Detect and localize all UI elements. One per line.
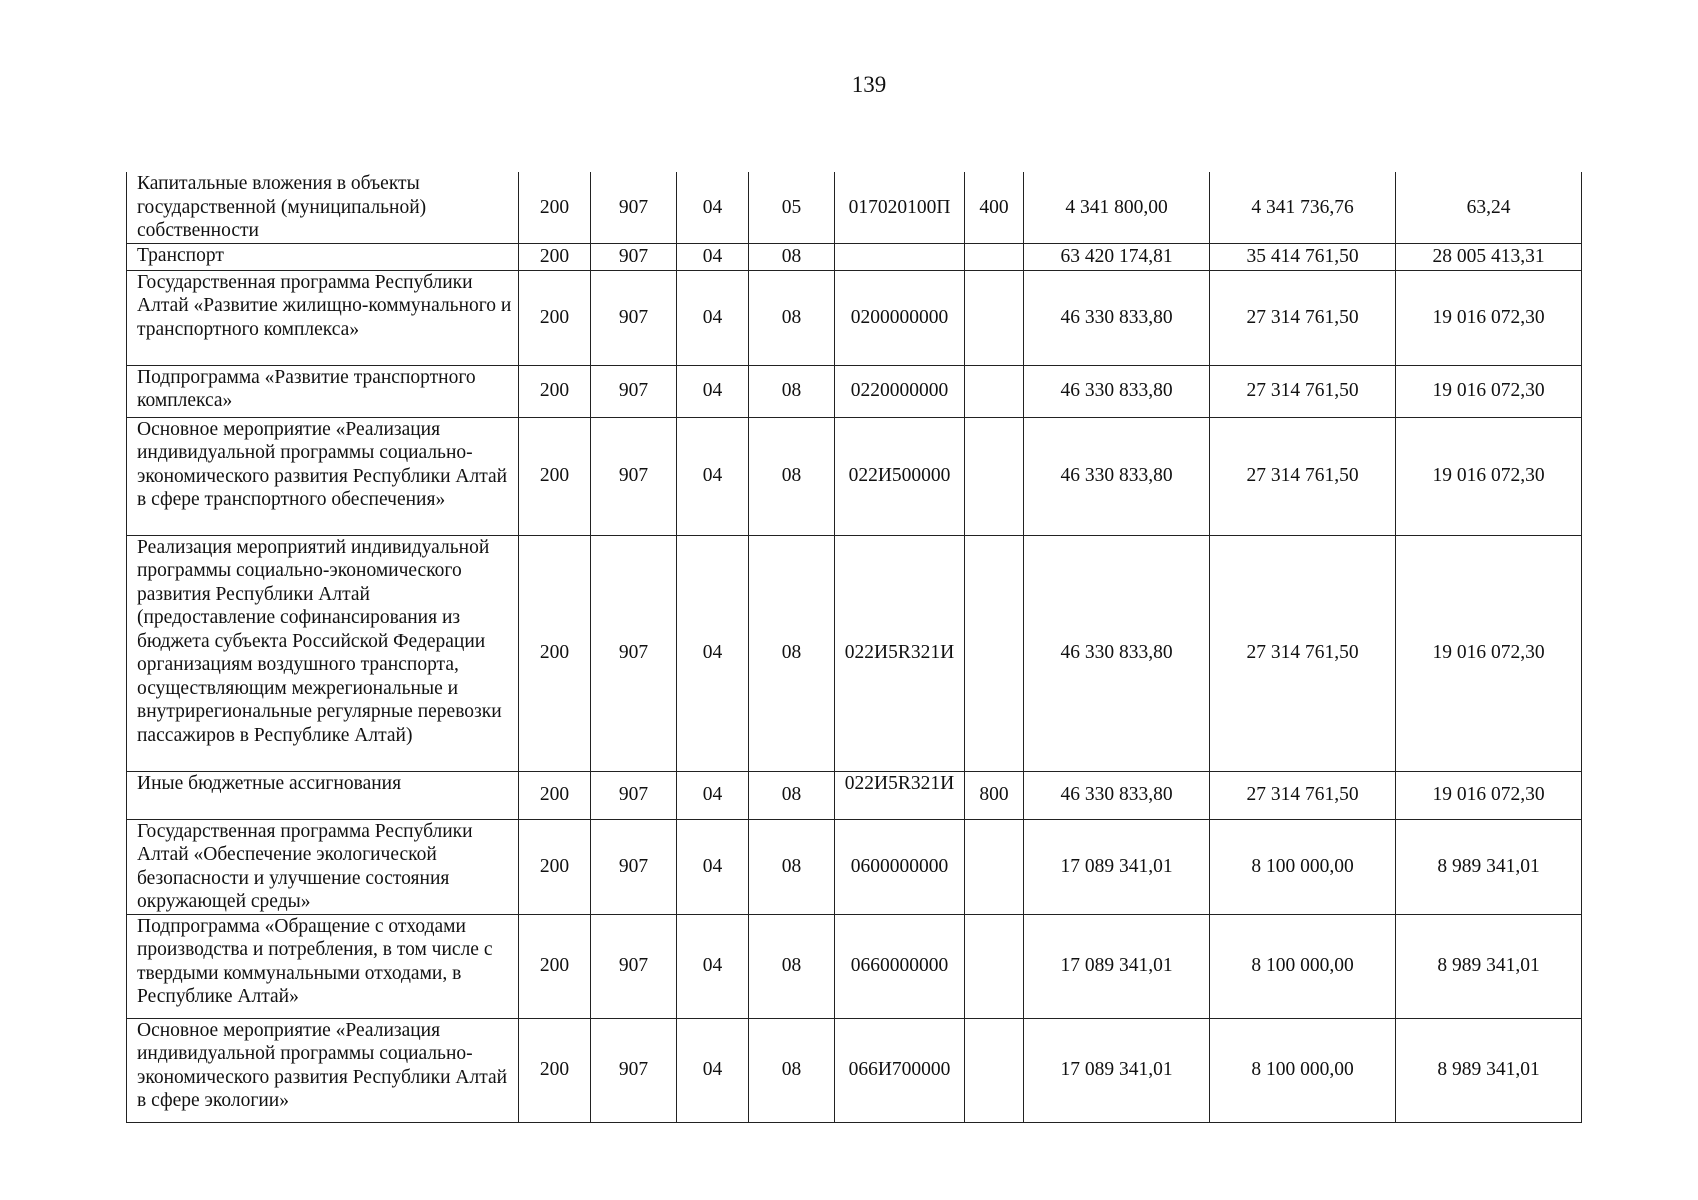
code-cell [965, 243, 1024, 270]
code-cell: 08 [749, 914, 835, 1018]
code-cell: 08 [749, 1018, 835, 1122]
code-cell: 200 [519, 819, 591, 914]
code-cell: 907 [591, 1018, 677, 1122]
code-cell [965, 417, 1024, 535]
amount-cell: 19 016 072,30 [1396, 270, 1582, 365]
code-cell: 907 [591, 270, 677, 365]
code-cell: 04 [677, 365, 749, 417]
amount-cell: 17 089 341,01 [1024, 914, 1210, 1018]
code-cell: 08 [749, 417, 835, 535]
code-cell: 200 [519, 417, 591, 535]
amount-cell: 8 100 000,00 [1210, 1018, 1396, 1122]
table-row [127, 1018, 1582, 1122]
amount-cell: 19 016 072,30 [1396, 417, 1582, 535]
row-name: Реализация мероприятий индивидуальной программы социально-экономического развития Республики Алтай (предоставление софинансирования из бюджета субъекта Российской Федерации организациям воздушного транспорта, осуществляющим межрегиональные и внутрирегиональные регулярные перевозки пассажиров в Республике Алтай) [127, 535, 519, 771]
code-cell: 0220000000 [835, 365, 965, 417]
amount-cell: 63,24 [1396, 172, 1582, 243]
amount-cell: 27 314 761,50 [1210, 365, 1396, 417]
code-cell: 400 [965, 172, 1024, 243]
table-row [127, 365, 1582, 417]
code-cell: 08 [749, 535, 835, 771]
code-cell: 200 [519, 1018, 591, 1122]
code-cell: 200 [519, 172, 591, 243]
code-cell: 08 [749, 819, 835, 914]
table-row [127, 417, 1582, 535]
amount-cell: 4 341 736,76 [1210, 172, 1396, 243]
row-name: Государственная программа Республики Алтай «Развитие жилищно-коммунального и транспортного комплекса» [127, 270, 519, 365]
amount-cell: 19 016 072,30 [1396, 535, 1582, 771]
code-cell: 907 [591, 535, 677, 771]
code-cell: 907 [591, 172, 677, 243]
code-cell: 022И5R321И [835, 771, 965, 819]
code-cell: 907 [591, 417, 677, 535]
row-name: Государственная программа Республики Алтай «Обеспечение экологической безопасности и улучшение состояния окружающей среды» [127, 819, 519, 914]
amount-cell: 19 016 072,30 [1396, 365, 1582, 417]
code-cell: 200 [519, 535, 591, 771]
code-cell [965, 914, 1024, 1018]
amount-cell: 8 100 000,00 [1210, 819, 1396, 914]
code-cell: 04 [677, 417, 749, 535]
amount-cell: 8 989 341,01 [1396, 1018, 1582, 1122]
code-cell [965, 365, 1024, 417]
amount-cell: 28 005 413,31 [1396, 243, 1582, 270]
table-row [127, 771, 1582, 819]
code-cell [965, 819, 1024, 914]
code-cell: 08 [749, 365, 835, 417]
code-cell: 907 [591, 243, 677, 270]
amount-cell: 46 330 833,80 [1024, 270, 1210, 365]
amount-cell: 17 089 341,01 [1024, 819, 1210, 914]
code-cell: 04 [677, 819, 749, 914]
code-cell: 04 [677, 535, 749, 771]
table-row [127, 270, 1582, 365]
amount-cell: 46 330 833,80 [1024, 365, 1210, 417]
row-name: Транспорт [127, 243, 519, 270]
code-cell: 04 [677, 1018, 749, 1122]
code-cell: 907 [591, 914, 677, 1018]
amount-cell: 27 314 761,50 [1210, 535, 1396, 771]
code-cell: 907 [591, 771, 677, 819]
code-cell: 04 [677, 914, 749, 1018]
table-row [127, 914, 1582, 1018]
code-cell: 04 [677, 243, 749, 270]
code-cell: 022И500000 [835, 417, 965, 535]
amount-cell: 46 330 833,80 [1024, 535, 1210, 771]
row-name: Основное мероприятие «Реализация индивидуальной программы социально-экономического развития Республики Алтай в сфере экологии» [127, 1018, 519, 1122]
amount-cell: 27 314 761,50 [1210, 417, 1396, 535]
amount-cell: 63 420 174,81 [1024, 243, 1210, 270]
table-row [127, 172, 1582, 243]
code-cell: 08 [749, 771, 835, 819]
row-name: Подпрограмма «Обращение с отходами производства и потребления, в том числе с твердыми коммунальными отходами, в Республике Алтай» [127, 914, 519, 1018]
code-cell: 200 [519, 914, 591, 1018]
code-cell: 200 [519, 243, 591, 270]
amount-cell: 8 100 000,00 [1210, 914, 1396, 1018]
code-cell: 022И5R321И [835, 535, 965, 771]
code-cell: 0600000000 [835, 819, 965, 914]
row-name: Подпрограмма «Развитие транспортного комплекса» [127, 365, 519, 417]
amount-cell: 27 314 761,50 [1210, 771, 1396, 819]
amount-cell: 8 989 341,01 [1396, 819, 1582, 914]
code-cell [965, 535, 1024, 771]
budget-table [126, 172, 1582, 1123]
code-cell: 08 [749, 270, 835, 365]
row-name: Основное мероприятие «Реализация индивидуальной программы социально-экономического развития Республики Алтай в сфере транспортного обеспечения» [127, 417, 519, 535]
table-row [127, 243, 1582, 270]
code-cell: 0200000000 [835, 270, 965, 365]
code-cell: 200 [519, 365, 591, 417]
code-cell: 907 [591, 819, 677, 914]
amount-cell: 8 989 341,01 [1396, 914, 1582, 1018]
code-cell: 907 [591, 365, 677, 417]
code-cell: 05 [749, 172, 835, 243]
amount-cell: 17 089 341,01 [1024, 1018, 1210, 1122]
amount-cell: 19 016 072,30 [1396, 771, 1582, 819]
code-cell: 04 [677, 771, 749, 819]
row-name: Иные бюджетные ассигнования [127, 771, 519, 819]
amount-cell: 27 314 761,50 [1210, 270, 1396, 365]
code-cell: 08 [749, 243, 835, 270]
amount-cell: 4 341 800,00 [1024, 172, 1210, 243]
code-cell: 017020100П [835, 172, 965, 243]
code-cell [835, 243, 965, 270]
code-cell: 200 [519, 270, 591, 365]
code-cell: 200 [519, 771, 591, 819]
table-row [127, 819, 1582, 914]
code-cell: 800 [965, 771, 1024, 819]
code-cell: 04 [677, 270, 749, 365]
table-row [127, 535, 1582, 771]
code-cell: 0660000000 [835, 914, 965, 1018]
page-number: 139 [851, 72, 887, 97]
amount-cell: 46 330 833,80 [1024, 771, 1210, 819]
amount-cell: 35 414 761,50 [1210, 243, 1396, 270]
code-cell: 066И700000 [835, 1018, 965, 1122]
row-name: Капитальные вложения в объекты государственной (муниципальной) собственности [127, 172, 519, 243]
code-cell [965, 270, 1024, 365]
amount-cell: 46 330 833,80 [1024, 417, 1210, 535]
code-cell [965, 1018, 1024, 1122]
code-cell: 04 [677, 172, 749, 243]
